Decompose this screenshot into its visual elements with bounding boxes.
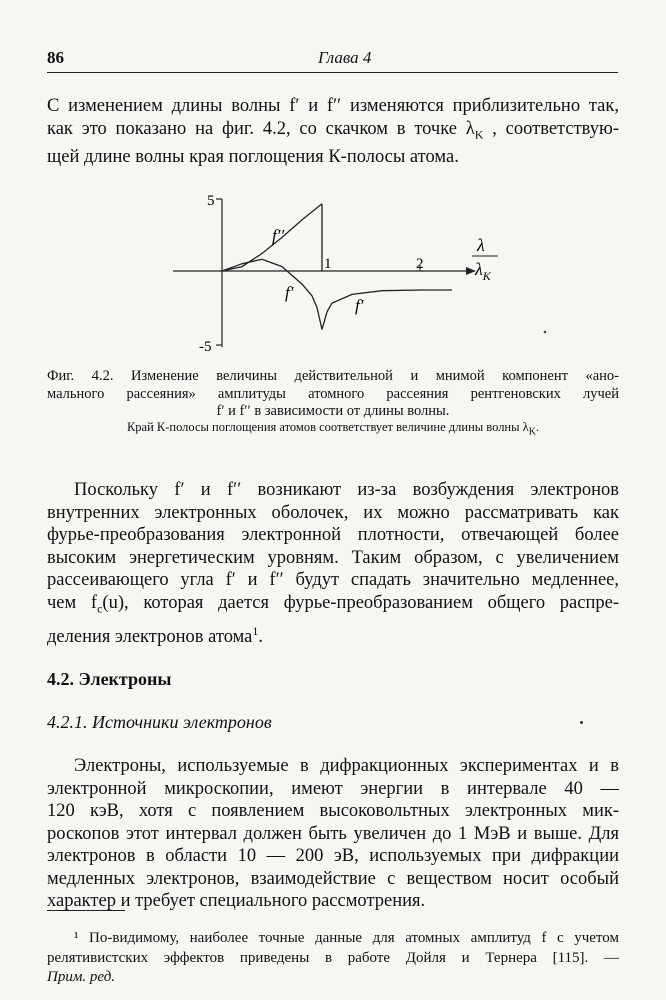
body-line: деления электронов атома$^1$.: [47, 623, 264, 647]
electrons-line: 120 кэВ, хотя с появлением высоковольтных электронных мик-: [47, 801, 619, 821]
body-line: фурье-преобразования электронной плотности, отвечающей более: [47, 525, 619, 545]
label-f-prime-left: f′: [285, 283, 294, 302]
label-f-prime-right: f′: [355, 296, 364, 315]
electrons-line: медленных электронов, взаимодействие с веществом носит особый: [47, 868, 619, 889]
section-heading: 4.2. Электроны: [47, 669, 172, 689]
header-rule: [47, 72, 618, 73]
body-paragraph: [47, 479, 619, 648]
footnote-line: Прим. ред.: [47, 969, 116, 985]
y-tick-top: 5: [207, 193, 215, 209]
y-tick-bottom: -5: [199, 339, 212, 355]
x-axis-label-numerator: λ: [477, 235, 485, 255]
running-head-chapter: Глава 4: [318, 48, 372, 67]
caption-line: f′ и f′′ в зависимости от длины волны.: [216, 403, 450, 419]
footnote-line: ¹ По-видимому, наиболее точные данные для атомных амплитуд f с учетом: [74, 930, 619, 946]
x-tick-2: 2: [416, 256, 424, 272]
footnote-line: релятивистских эффектов приведены в работе Дойля и Тернера [115]. —: [47, 949, 619, 966]
body-line: рассеивающего угла f′ и f′′ будут спадать значительно медленнее,: [47, 570, 619, 590]
intro-line: как это показано на фиг. 4.2, со скачком в точке $\lambda_K$ , соответствую-: [47, 118, 619, 142]
electrons-line: характер и требует специального рассмотрения.: [47, 891, 426, 911]
electrons-line: электронов в области 10 — 200 эВ, используемых при дифракции: [47, 846, 619, 866]
body-line: Поскольку f′ и f′′ возникают из-за возбуждения электронов: [74, 480, 619, 500]
subsection-heading: 4.2.1. Источники электронов: [47, 712, 272, 732]
footnote: [47, 929, 619, 988]
x-tick-1: 1: [324, 256, 332, 272]
figure-4-2-chart: [0, 185, 666, 355]
intro-paragraph: [47, 95, 619, 168]
electrons-line: роскопов этот интервал должен быть увеличен до 1 МэВ и выше. Для: [47, 823, 619, 844]
electrons-line: Электроны, используемые в дифракционных экспериментах и в: [74, 756, 619, 776]
body-line: высоким энергетическим уровням. Таким образом, с увеличением: [47, 547, 619, 568]
x-axis-label-denominator: $\lambda_K$: [475, 259, 491, 283]
electrons-paragraph: [47, 755, 619, 913]
figure-caption: [47, 368, 619, 421]
intro-line: щей длине волны края поглощения К-полосы атома.: [47, 146, 459, 167]
stray-mark: [544, 331, 547, 334]
body-line: чем $f_c(u)$, которая дается фурье-преобразованием общего распре-: [47, 592, 619, 616]
body-line: внутренних электронных оболочек, их можно рассматривать как: [47, 502, 619, 523]
footnote-rule: [47, 910, 125, 911]
label-f-double-prime: f′′: [272, 226, 285, 245]
caption-line: Фиг. 4.2. Изменение величины действительной и мнимой компонент «ано-: [47, 368, 619, 384]
stray-mark: [580, 721, 583, 724]
electrons-line: электронной микроскопии, имеют энергии в интервале 40 —: [47, 778, 619, 799]
figure-caption-note: Край К-полосы поглощения атомов соответствует величине длины волны $\lambda_K$.: [126, 420, 540, 438]
page-number: 86: [47, 48, 64, 67]
caption-line: мального рассеяния» амплитуды атомного рассеяния рентгеновских лучей: [47, 385, 619, 402]
intro-line: С изменением длины волны f′ и f′′ изменяются приблизительно так,: [47, 96, 619, 116]
